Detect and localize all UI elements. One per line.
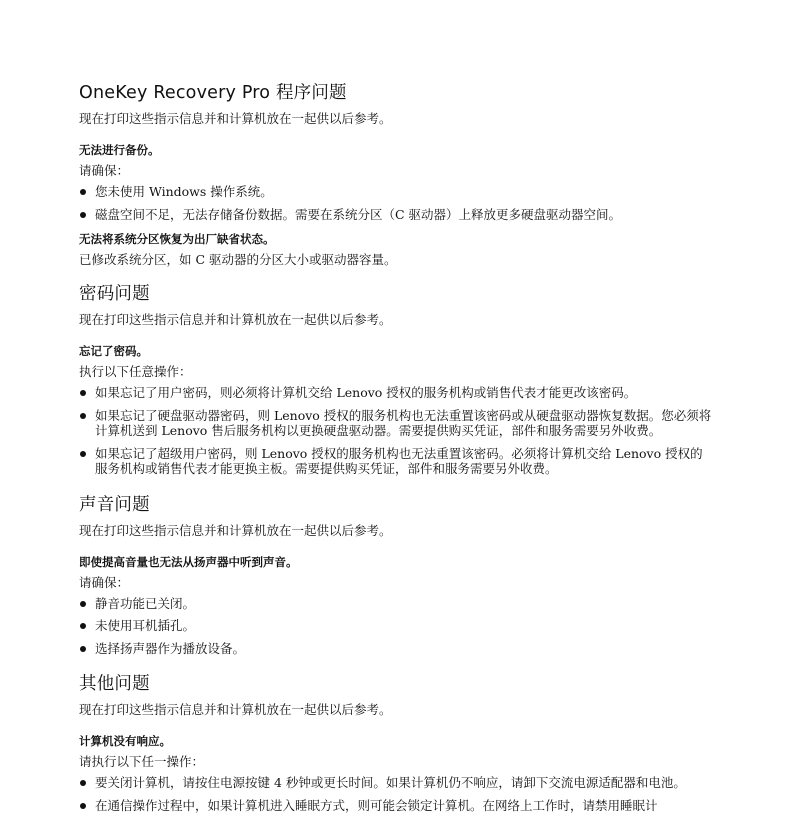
list-item: 静音功能已关闭。: [79, 596, 715, 612]
section-title-password: 密码问题: [79, 284, 150, 304]
problem-prompt: 请确保：: [79, 163, 130, 178]
list-item: 您未使用 Windows 操作系统。: [79, 184, 715, 200]
list-item: 如果忘记了硬盘驱动器密码，则 Lenovo 授权的服务机构也无法重置该密码或从硬盘驱动器恢复数据。您必须将计算机送到 Lenovo 售后服务机构以更换硬盘驱动器。需要提供购买凭证，部件和服务需要另外收费。: [79, 408, 715, 439]
list-item: 在通信操作过程中，如果计算机进入睡眠方式，则可能会锁定计算机。在网络上工作时，请禁用睡眠计: [79, 798, 715, 814]
list-item: 如果忘记了用户密码，则必须将计算机交给 Lenovo 授权的服务机构或销售代表才能更改该密码。: [79, 385, 715, 401]
problem-prompt: 请执行以下任一操作：: [79, 754, 205, 769]
bullet-list: [79, 385, 715, 477]
document-page: [79, 78, 715, 820]
problem-heading-no-sound: 即使提高音量也无法从扬声器中听到声音。: [79, 554, 298, 569]
bullet-list: [79, 184, 715, 222]
section-intro: 现在打印这些指示信息并和计算机放在一起供以后参考。: [79, 312, 392, 327]
bullet-list: [79, 775, 715, 813]
section-intro: 现在打印这些指示信息并和计算机放在一起供以后参考。: [79, 702, 392, 717]
problem-heading-restore: 无法将系统分区恢复为出厂缺省状态。: [79, 232, 275, 246]
list-item: 如果忘记了超级用户密码，则 Lenovo 授权的服务机构也无法重置该密码。必须将计算机交给 Lenovo 授权的服务机构或销售代表才能更换主板。需要提供购买凭证，部件和服务需要另外收费。: [79, 446, 715, 477]
list-item: 选择扬声器作为播放设备。: [79, 641, 715, 657]
section-intro: 现在打印这些指示信息并和计算机放在一起供以后参考。: [79, 111, 392, 126]
problem-heading-backup: 无法进行备份。: [79, 143, 160, 157]
section-title-other: 其他问题: [79, 674, 150, 694]
problem-heading-not-responding: 计算机没有响应。: [79, 734, 171, 748]
problem-prompt: 请确保：: [79, 574, 130, 590]
problem-heading-forgot-password: 忘记了密码。: [79, 344, 148, 358]
list-item: 要关闭计算机，请按住电源按键 4 秒钟或更长时间。如果计算机仍不响应，请卸下交流电源适配器和电池。: [79, 775, 715, 791]
section-title-onekey: OneKey Recovery Pro 程序问题: [79, 83, 347, 103]
section-title-sound: 声音问题: [79, 494, 150, 515]
bullet-list: [79, 596, 715, 657]
list-item: 磁盘空间不足，无法存储备份数据。需要在系统分区（C 驱动器）上释放更多硬盘驱动器空间。: [79, 207, 715, 223]
problem-prompt: 已修改系统分区，如 C 驱动器的分区大小或驱动器容量。: [79, 252, 397, 267]
list-item: 未使用耳机插孔。: [79, 618, 715, 634]
section-intro: 现在打印这些指示信息并和计算机放在一起供以后参考。: [79, 522, 392, 538]
problem-prompt: 执行以下任意操作：: [79, 364, 192, 379]
